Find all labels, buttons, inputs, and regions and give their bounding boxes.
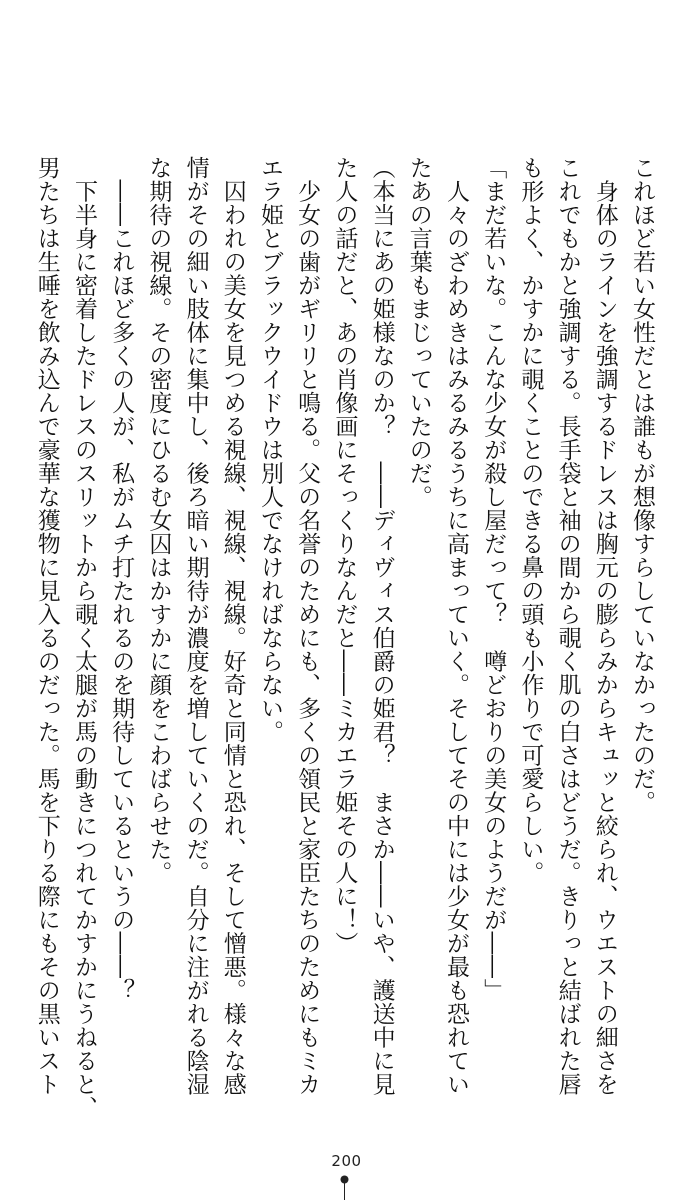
text-line: 下半身に密着したドレスのスリットから覗く太腿が馬の動きにつれてかすかにうねると、	[70, 156, 97, 1120]
text-line: 情がその細い肢体に集中し、後ろ暗い期待が濃度を増していくのだ。自分に注がれる陰湿	[182, 156, 209, 1096]
text-line: た人の話だと、あの肖像画にそっくりなんだと――ミカエラ姫その人に！）	[331, 156, 358, 955]
page-marker-icon	[340, 1175, 349, 1200]
text-line: 人々のざわめきはみるみるうちに高まっていく。そしてその中には少女が最も恐れてい	[442, 156, 469, 1096]
text-line: 囚われの美女を見つめる視線、視線、視線。好奇と同情と恐れ、そして憎悪。様々な感	[219, 156, 246, 1096]
text-line: 男たちは生唾を飲み込んで豪華な獲物に見入るのだった。馬を下りる際にもその黒いスト	[33, 156, 60, 1096]
text-line: ――これほど多くの人が、私がムチ打たれるのを期待しているというの――？	[108, 156, 135, 1002]
text-line: これほど若い女性だとは誰もが想像すらしていなかったのだ。	[629, 156, 655, 814]
body-text	[28, 156, 660, 1120]
text-line: な期待の視線。その密度にひるむ女囚はかすかに顔をこわばらせた。	[145, 156, 172, 885]
text-line: これでもかと強調する。長手袋と袖の間から覗く肌の白さはどうだ。きりっと結ばれた唇	[554, 156, 581, 1096]
text-line: 身体のラインを強調するドレスは胸元の膨らみからキュッと絞られ、ウエストの細さを	[591, 156, 618, 1096]
text-line: たあの言葉もまじっていたのだ。	[405, 156, 432, 509]
text-line: 「まだ若いな。こんな少女が殺し屋だって？ 噂どおりの美女のようだが――」	[480, 156, 507, 1002]
page-number: 200	[331, 1152, 362, 1170]
text-line: 少女の歯がギリリと鳴る。父の名誉のためにも、多くの領民と家臣たちのためにもミカ	[294, 156, 321, 1096]
text-line: も形よく、かすかに覗くことのできる鼻の頭も小作りで可愛らしい。	[517, 156, 544, 885]
text-line: （本当にあの姫様なのか？ ――ディヴィス伯爵の姫君？ まさか――いや、護送中に見	[368, 156, 395, 1096]
text-line: エラ姫とブラックウイドウは別人でなければならない。	[256, 156, 283, 744]
